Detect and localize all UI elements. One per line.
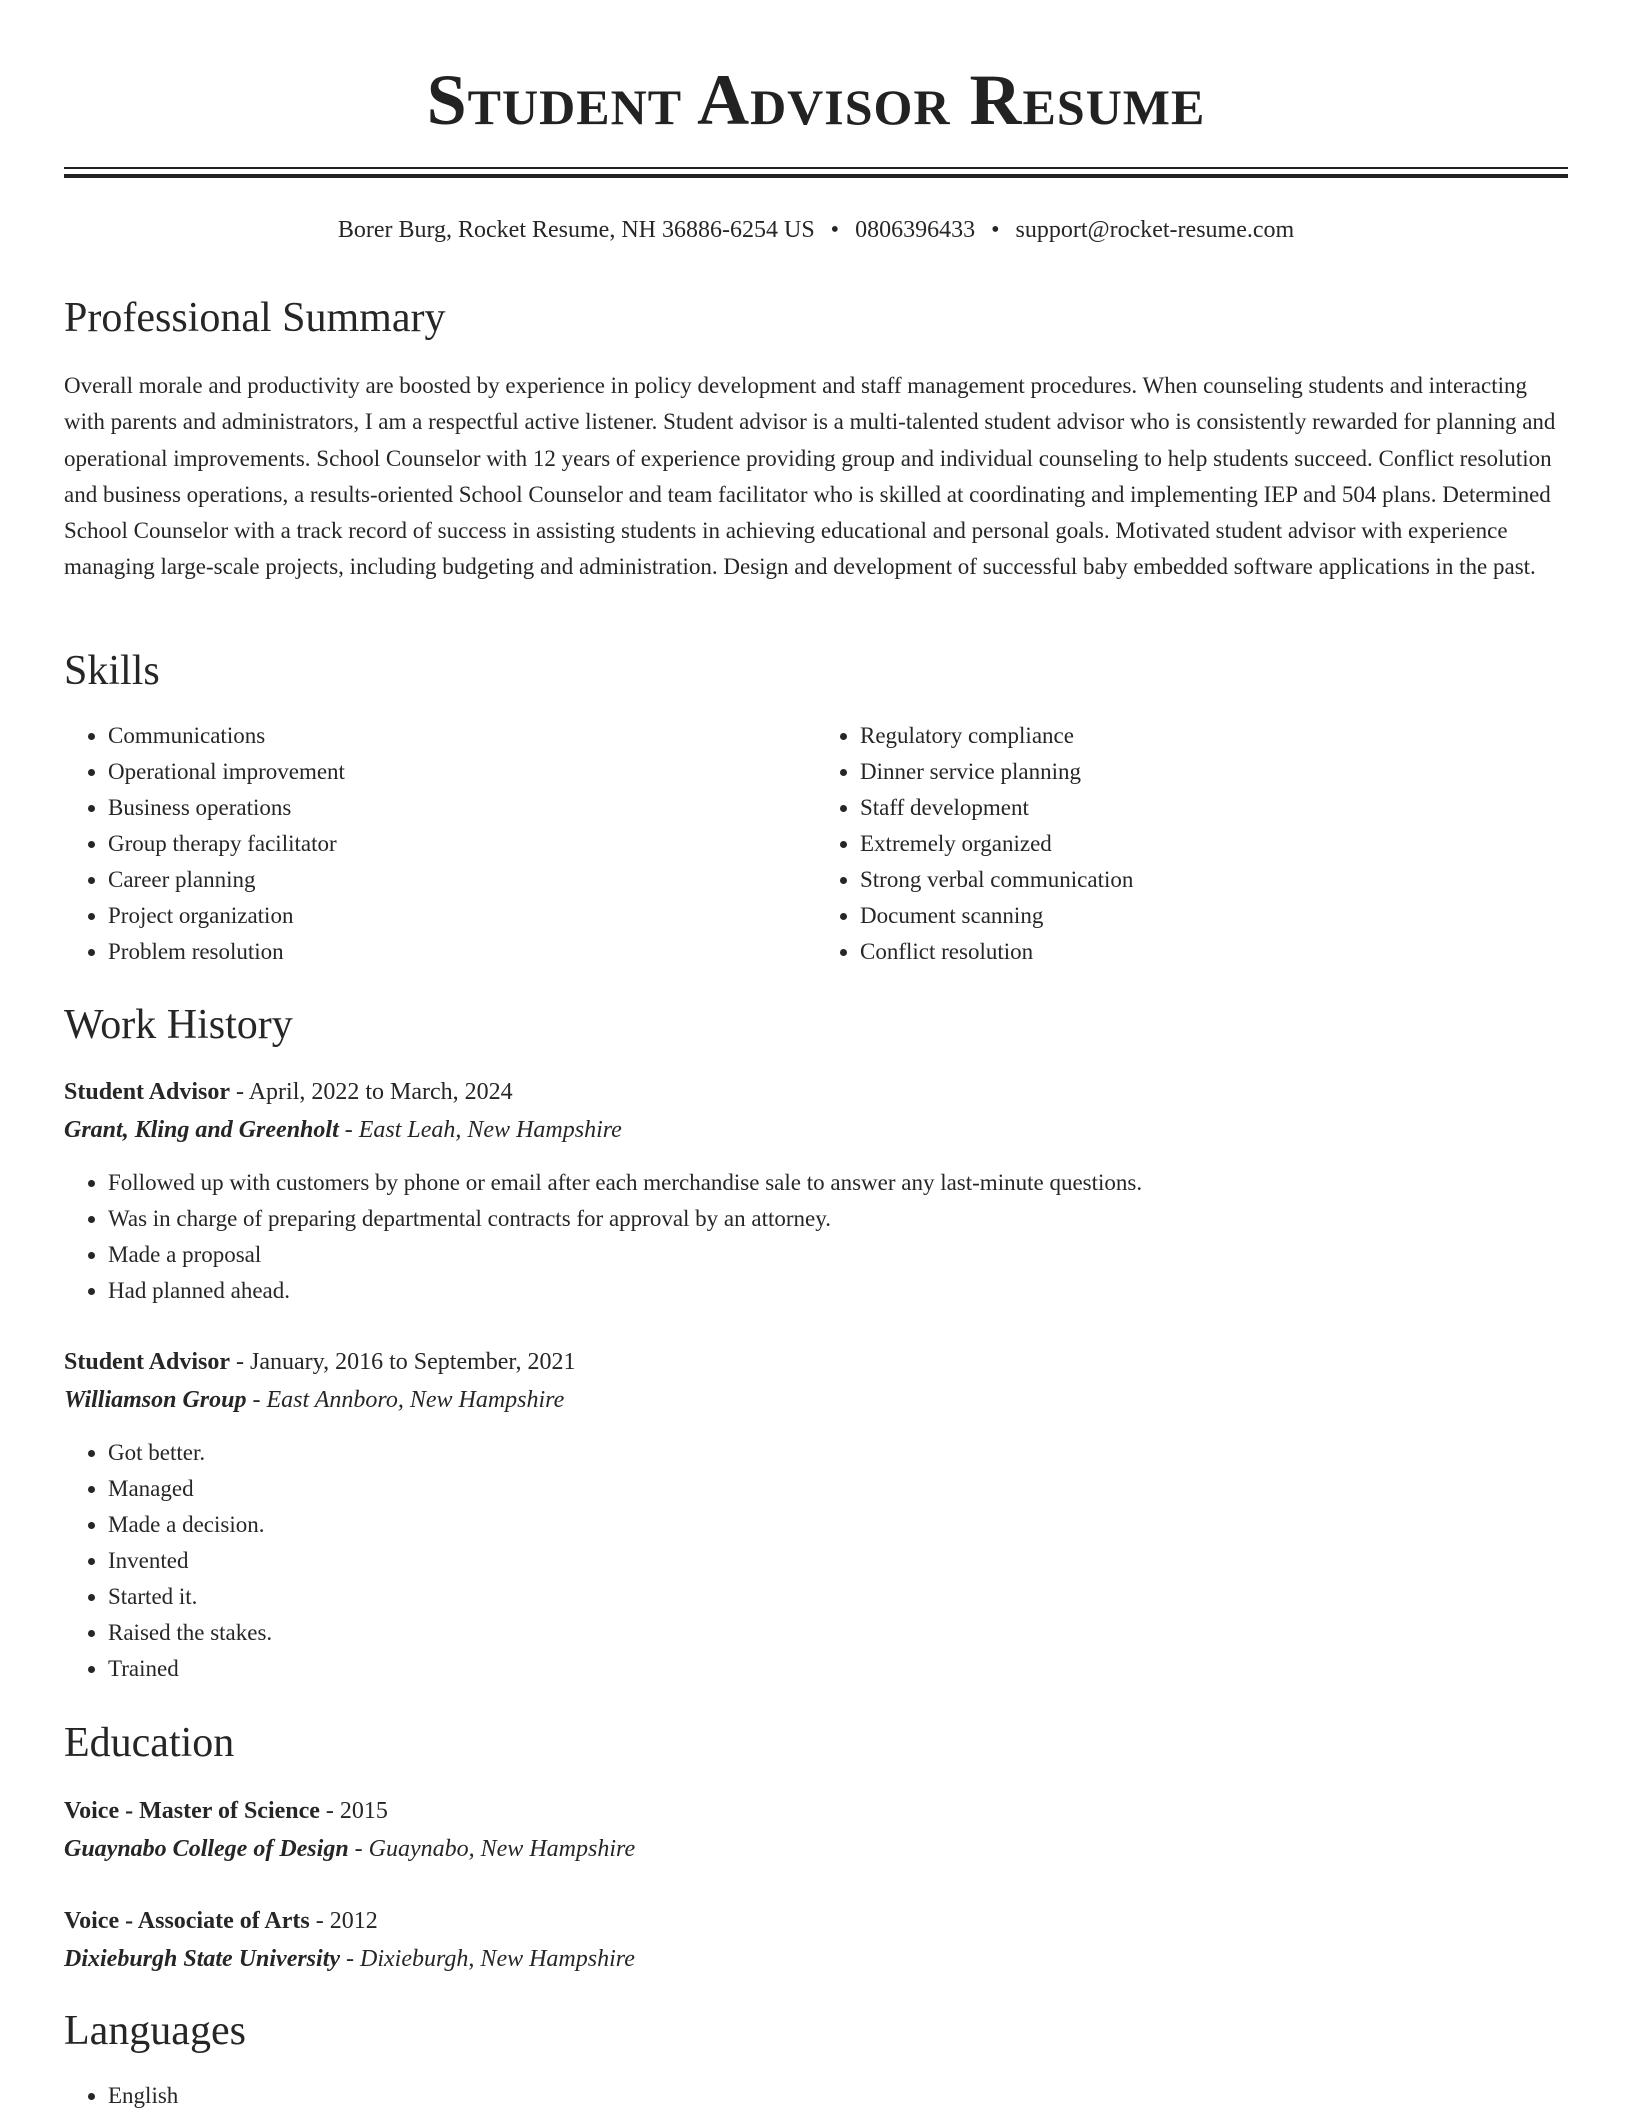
job-entry [64,1073,1568,1309]
education-degree-line [64,1902,1568,1940]
education-year: - 2015 [319,1798,388,1824]
job-title-line [64,1343,1568,1381]
skill-item: • Staff development [860,790,1568,826]
job-dates: - April, 2022 to March, 2024 [230,1079,513,1105]
education-school-line [64,1830,1568,1868]
summary-heading: Professional Summary [64,295,446,341]
skill-item: • Document scanning [860,898,1568,934]
skills-column-left [64,718,816,970]
contact-separator: • [991,217,1000,243]
contact-separator: • [830,217,840,243]
education-location: - Dixieburgh, New Hampshire [340,1946,635,1972]
summary-text: Overall morale and productivity are boosted by experience in policy development and staff management procedures. When counseling students and interacting with parents and administrators, I am a respectful active listener. Student advisor is a multi-talented student advisor who is consistently rewarded for planning and operational improvements. School Counselor with 12 years of experience providing group and individual counseling to help students succeed. Conflict resolution and business operations, a results-oriented School Counselor and team facilitator who is skilled at coordinating and implementing IEP and 504 plans. Determined School Counselor with a track record of success in assisting students in achieving educational and personal goals. Motivated student advisor with experience managing large-scale projects, including budgeting and administration. Design and development of successful baby embedded software applications in the past. [64,373,1556,580]
language-item: • English [108,2078,1612,2114]
skill-item: • Operational improvement [108,754,816,790]
job-company-line [64,1381,1568,1419]
job-title-line [64,1073,1568,1111]
job-duty: • Made a decision. [108,1507,1568,1543]
job-duties [64,1165,1568,1309]
job-company: Williamson Group [64,1387,247,1413]
skill-item: • Dinner service planning [860,754,1568,790]
skill-item: • Career planning [108,862,816,898]
skill-item: • Strong verbal communication [860,862,1568,898]
job-location: - East Annboro, New Hampshire [246,1387,565,1413]
contact-email: support@rocket-resume.com [1015,217,1295,243]
education-entry [64,1902,1568,1978]
languages-list [64,2078,1612,2114]
title-divider-thick [64,174,1568,178]
skill-item: • Project organization [108,898,816,934]
skill-item: • Business operations [108,790,816,826]
skill-item: • Extremely organized [860,826,1568,862]
skill-item: • Communications [108,718,816,754]
education-location: - Guaynabo, New Hampshire [348,1836,636,1862]
job-dates: - January, 2016 to September, 2021 [230,1349,576,1375]
job-duty: • Had planned ahead. [108,1273,1568,1309]
job-title: Student Advisor [64,1079,231,1105]
job-duty: • Started it. [108,1579,1568,1615]
job-company-line [64,1111,1568,1149]
education-degree-line [64,1792,1568,1830]
education-degree: Voice - Master of Science [64,1798,320,1824]
resume-title: Student Advisor Resume [426,60,1206,140]
skill-item: • Problem resolution [108,934,816,970]
job-location: - East Leah, New Hampshire [338,1117,622,1143]
contact-info [64,214,1568,246]
job-duty: • Managed [108,1471,1568,1507]
education-year: - 2012 [309,1908,378,1934]
skills-list [64,718,1568,970]
education-heading: Education [64,1720,235,1766]
job-duty: • Made a proposal [108,1237,1568,1273]
education-school: Guaynabo College of Design [64,1836,349,1862]
contact-address: Borer Burg, Rocket Resume, NH 36886-6254 US [337,217,815,243]
work-history-heading: Work History [64,1002,293,1048]
job-duty: • Invented [108,1543,1568,1579]
job-duty: • Trained [108,1651,1568,1687]
title-divider-thin [64,167,1568,169]
education-entry [64,1792,1568,1868]
skill-item: • Conflict resolution [860,934,1568,970]
languages-heading: Languages [64,2008,246,2054]
skills-column-right [816,718,1568,970]
job-duty: • Got better. [108,1435,1568,1471]
skills-heading: Skills [64,648,160,694]
job-company: Grant, Kling and Greenholt [64,1117,339,1143]
job-title: Student Advisor [64,1349,231,1375]
skill-item: • Regulatory compliance [860,718,1568,754]
education-school: Dixieburgh State University [64,1946,341,1972]
job-duties [64,1435,1568,1687]
job-duty: • Was in charge of preparing departmental contracts for approval by an attorney. [108,1201,1568,1237]
skill-item: • Group therapy facilitator [108,826,816,862]
education-degree: Voice - Associate of Arts [64,1908,310,1934]
job-entry [64,1343,1568,1687]
contact-phone: 0806396433 [855,217,976,243]
job-duty: • Followed up with customers by phone or email after each merchandise sale to answer any last-minute questions. [108,1165,1568,1201]
resume-page [64,0,1568,2108]
education-school-line [64,1940,1568,1978]
job-duty: • Raised the stakes. [108,1615,1568,1651]
